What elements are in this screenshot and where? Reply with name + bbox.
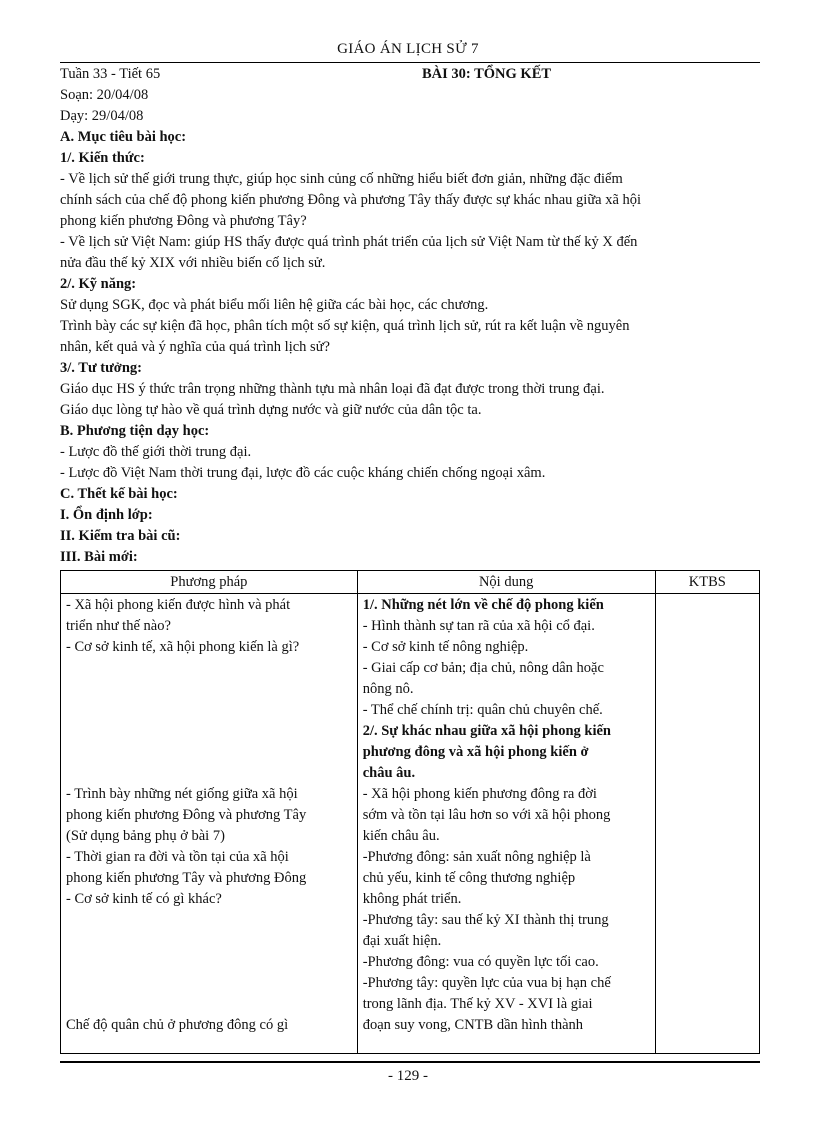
table-header-row	[61, 571, 760, 594]
cell-line: -Phương tây: quyền lực của vua bị hạn chế	[362, 975, 611, 991]
cell-line: -Phương đông: sản xuất nông nghiệp là	[362, 849, 591, 865]
thought-line: Giáo dục lòng tự hào về quá trình dựng nước và giữ nước của dân tộc ta.	[60, 402, 482, 418]
week-label: Tuần 33 - Tiết 65	[60, 66, 161, 82]
step-review-old-lesson: II. Kiểm tra bài cũ:	[60, 528, 181, 544]
cell-line: phong kiến phương Tây và phương Đông	[66, 870, 307, 886]
lesson-plan-table	[60, 570, 760, 1054]
cell-line	[66, 952, 352, 973]
cell-line: 1/. Những nét lớn về chế độ phong kiến	[362, 597, 604, 613]
cell-line: - Hình thành sự tan rã của xã hội cổ đại.	[362, 618, 595, 634]
cell-line: -Phương đông: vua có quyền lực tối cao.	[362, 954, 599, 970]
cell-line: - Cơ sở kinh tế, xã hội phong kiến là gì?	[66, 639, 300, 655]
cell-line: - Trình bày những nét giống giữa xã hội	[66, 786, 298, 802]
cell-line	[66, 973, 352, 994]
cell-line: chủ yếu, kinh tế công thương nghiệp	[362, 870, 576, 886]
ktbs-cell	[655, 594, 759, 1054]
page-header-title: GIÁO ÁN LỊCH SỬ 7	[337, 41, 479, 57]
cell-line: phong kiến phương Đông và phương Tây	[66, 807, 307, 823]
meta-row	[60, 64, 760, 85]
prepared-date: Soạn: 20/04/08	[60, 87, 149, 103]
page-number: - 129 -	[388, 1068, 428, 1084]
header-ktbs: KTBS	[655, 571, 759, 594]
cell-line: - Thời gian ra đời và tồn tại của xã hội	[66, 849, 289, 865]
header-method: Phương pháp	[61, 571, 358, 594]
knowledge-line: chính sách của chế độ phong kiến phương Đông và phương Tây thấy được sự khác nhau giữa xã hội	[60, 192, 642, 208]
cell-line	[66, 931, 352, 952]
cell-line: 2/. Sự khác nhau giữa xã hội phong kiến	[362, 723, 611, 739]
cell-line: trong lãnh địa. Thế kỷ XV - XVI là giai	[362, 996, 593, 1012]
cell-line: - Thể chế chính trị: quân chủ chuyên chế.	[362, 702, 603, 718]
skills-heading: 2/. Kỹ năng:	[60, 276, 137, 292]
header-content: Nội dung	[357, 571, 655, 594]
knowledge-line: phong kiến phương Đông và phương Tây?	[60, 213, 307, 229]
cell-line: - Cơ sở kinh tế có gì khác?	[66, 891, 222, 907]
cell-line	[66, 994, 352, 1015]
cell-line: kiến châu âu.	[362, 828, 440, 844]
cell-line: châu âu.	[362, 765, 416, 781]
skills-line: nhân, kết quả và ý nghĩa của quá trình lịch sử?	[60, 339, 330, 355]
cell-line: đoạn suy vong, CNTB dần hình thành	[362, 1017, 584, 1033]
cell-line: đại xuất hiện.	[362, 933, 442, 949]
cell-line	[66, 658, 352, 679]
cell-line	[66, 679, 352, 700]
section-c-heading: C. Thết kế bài học:	[60, 486, 178, 502]
step-stabilize-class: I. Ổn định lớp:	[60, 507, 153, 523]
cell-line: Chế độ quân chủ ở phương đông có gì	[66, 1017, 289, 1033]
cell-line: nông nô.	[362, 681, 414, 697]
cell-line	[66, 721, 352, 742]
cell-line	[66, 763, 352, 784]
section-a-heading: A. Mục tiêu bài học:	[60, 129, 187, 145]
skills-line: Trình bày các sự kiện đã học, phân tích một số sự kiện, quá trình lịch sử, rút ra kết luận về nguyên	[60, 318, 630, 334]
content-cell	[357, 594, 655, 1054]
knowledge-line: - Về lịch sử Việt Nam: giúp HS thấy được quá trình phát triển của lịch sử Việt Nam từ thế kỷ X đến	[60, 234, 638, 250]
knowledge-heading: 1/. Kiến thức:	[60, 150, 145, 166]
cell-line: sớm và tồn tại lâu hơn so với xã hội phong	[362, 807, 611, 823]
cell-line: triển như thế nào?	[66, 618, 171, 634]
lesson-body	[60, 64, 760, 568]
cell-line: (Sử dụng bảng phụ ở bài 7)	[66, 828, 225, 844]
cell-line: - Giai cấp cơ bản; địa chủ, nông dân hoặc	[362, 660, 604, 676]
lesson-title: BÀI 30: TỔNG KẾT	[422, 66, 552, 82]
skills-line: Sử dụng SGK, đọc và phát biểu mối liên hệ giữa các bài học, các chương.	[60, 297, 489, 313]
cell-line	[66, 742, 352, 763]
footer-divider	[60, 1061, 760, 1063]
cell-line	[66, 700, 352, 721]
cell-line: phương đông và xã hội phong kiến ở	[362, 744, 589, 760]
method-cell	[61, 594, 358, 1054]
cell-line: - Xã hội phong kiến phương đông ra đời	[362, 786, 597, 802]
cell-line: - Xã hội phong kiến được hình và phát	[66, 597, 291, 613]
taught-date: Dạy: 29/04/08	[60, 108, 144, 124]
knowledge-line: - Về lịch sử thế giới trung thực, giúp học sinh củng cố những hiểu biết đơn giản, những đặc điểm	[60, 171, 623, 187]
cell-line: -Phương tây: sau thế kỷ XI thành thị trung	[362, 912, 609, 928]
thought-heading: 3/. Tư tưởng:	[60, 360, 142, 376]
cell-line	[66, 910, 352, 931]
cell-line: - Cơ sở kinh tế nông nghiệp.	[362, 639, 529, 655]
cell-line: không phát triển.	[362, 891, 462, 907]
materials-line: - Lược đồ Việt Nam thời trung đại, lược đồ các cuộc kháng chiến chống ngoại xâm.	[60, 465, 546, 481]
section-b-heading: B. Phương tiện dạy học:	[60, 423, 210, 439]
table-row	[61, 594, 760, 1054]
header-divider	[60, 62, 760, 63]
knowledge-line: nửa đầu thế kỷ XIX với nhiều biến cố lịch sử.	[60, 255, 326, 271]
materials-line: - Lược đồ thế giới thời trung đại.	[60, 444, 252, 460]
step-new-lesson: III. Bài mới:	[60, 549, 138, 565]
thought-line: Giáo dục HS ý thức trân trọng những thành tựu mà nhân loại đã đạt được trong thời trung đại.	[60, 381, 605, 397]
